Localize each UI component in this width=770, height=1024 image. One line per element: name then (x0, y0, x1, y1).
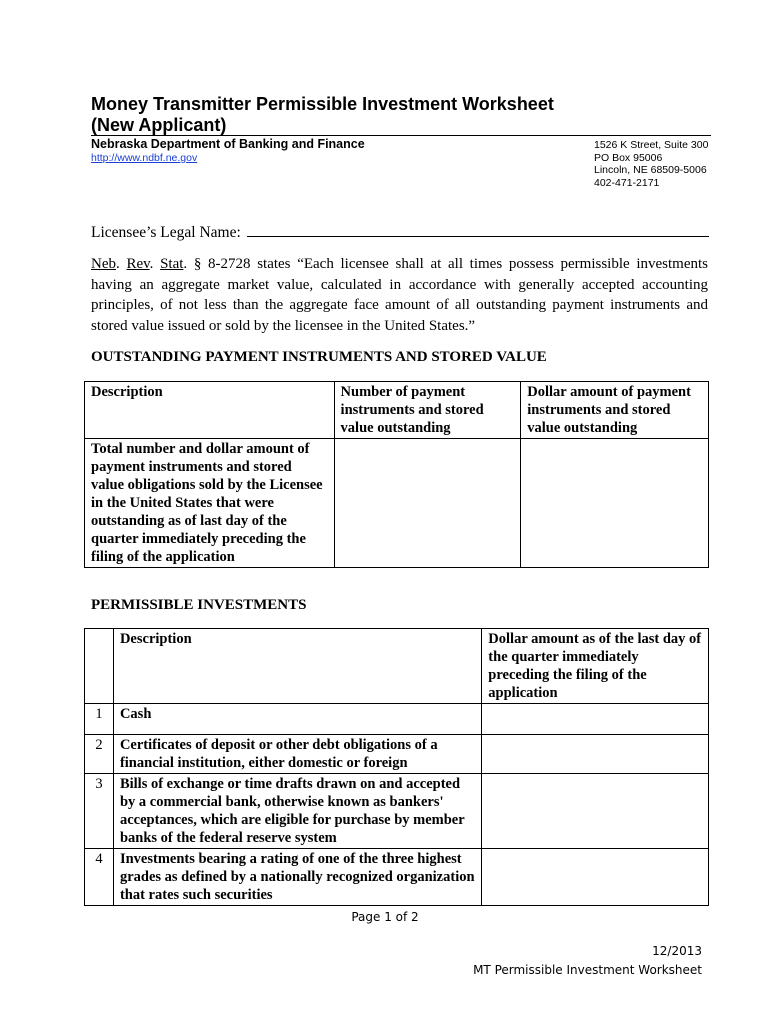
column-header: Description (85, 382, 335, 439)
table-row (85, 704, 709, 735)
statute-ref-stat: Stat (160, 256, 184, 272)
title-line-2: (New Applicant) (91, 115, 227, 135)
legal-name-field[interactable] (247, 222, 709, 237)
number-outstanding-cell[interactable] (334, 439, 521, 568)
section-heading-permissible: PERMISSIBLE INVESTMENTS (91, 597, 307, 613)
statute-ref-neb: Neb (91, 256, 116, 272)
row-description: Certificates of deposit or other debt obligations of a financial institution, either domestic or foreign (113, 735, 481, 774)
dollar-amount-cell[interactable] (482, 849, 709, 906)
row-number: 1 (85, 704, 114, 735)
column-header: Description (113, 629, 481, 704)
outstanding-table (84, 381, 709, 568)
header-rule (91, 135, 711, 136)
document-title (91, 94, 711, 136)
statute-paragraph: Neb. Rev. Stat. § 8-2728 states “Each licensee shall at all times possess permissible investments having an aggregate market value, calculated in accordance with generally accepted accounting principles, of not less than the aggregate face amount of all outstanding payment instruments and stored value issued or sold by the licensee in the United States.” (91, 256, 709, 334)
row-number: 4 (85, 849, 114, 906)
column-header: Dollar amount as of the last day of the quarter immediately preceding the filing of the application (482, 629, 709, 704)
address-line: PO Box 95006 (594, 151, 663, 164)
form-date: 12/2013 (652, 944, 702, 958)
number-header (85, 629, 114, 704)
table-row (85, 774, 709, 849)
permissible-investments-table (84, 628, 709, 906)
address-line: 1526 K Street, Suite 300 (594, 139, 709, 151)
address-line: Lincoln, NE 68509-5006 (594, 164, 707, 177)
form-name: MT Permissible Investment Worksheet (473, 963, 702, 977)
legal-name-label: Licensee’s Legal Name: (91, 224, 241, 241)
row-description: Bills of exchange or time drafts drawn on and accepted by a commercial bank, otherwise known as bankers' acceptances, which are eligible for purchase by member banks of the federal reserve system (113, 774, 481, 849)
title-line-1: Money Transmitter Permissible Investment Worksheet (91, 94, 554, 114)
dollar-amount-cell[interactable] (482, 774, 709, 849)
table-row (85, 735, 709, 774)
statute-ref-rev: Rev (126, 256, 150, 272)
table-header-row (85, 629, 709, 704)
page-number: Page 1 of 2 (351, 910, 419, 924)
statute-text: § 8-2728 states “Each licensee shall at all times possess permissible investments having an aggregate market value, calculated in accordance with generally accepted accounting principles, of not less than the aggregate face amount of all outstanding payment instruments and stored value issued or sold by the licensee in the United States.” (91, 256, 709, 334)
department-address (594, 139, 708, 189)
column-header: Dollar amount of payment instruments and stored value outstanding (521, 382, 709, 439)
table-row (85, 439, 709, 568)
row-number: 2 (85, 735, 114, 774)
table-row (85, 849, 709, 906)
section-heading-outstanding: OUTSTANDING PAYMENT INSTRUMENTS AND STORED VALUE (91, 349, 547, 365)
dollar-outstanding-cell[interactable] (521, 439, 709, 568)
column-header: Number of payment instruments and stored value outstanding (334, 382, 521, 439)
address-line: 402-471-2171 (594, 176, 660, 189)
dollar-amount-cell[interactable] (482, 735, 709, 774)
row-number: 3 (85, 774, 114, 849)
website-link[interactable]: http://www.ndbf.ne.gov (91, 152, 198, 164)
department-name: Nebraska Department of Banking and Finance (91, 137, 365, 151)
row-description: Total number and dollar amount of payment instruments and stored value obligations sold by the Licensee in the United States that were outstanding as of last day of the quarter immediately preceding the filing of the application (85, 439, 335, 568)
table-header-row (85, 382, 709, 439)
legal-name-row (91, 222, 709, 242)
row-description: Cash (113, 704, 481, 735)
row-description: Investments bearing a rating of one of the three highest grades as defined by a nationally recognized organization that rates such securities (113, 849, 481, 906)
dollar-amount-cell[interactable] (482, 704, 709, 735)
